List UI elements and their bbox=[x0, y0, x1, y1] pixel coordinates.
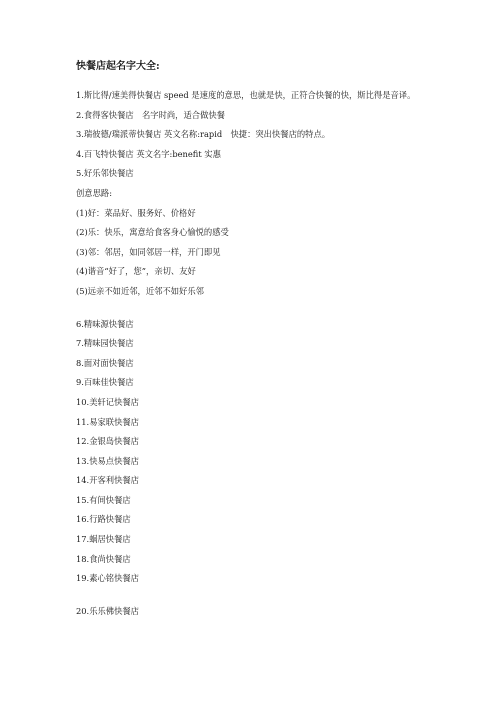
list-item: 15.有间快餐店 bbox=[76, 494, 131, 505]
paragraph-gap bbox=[76, 592, 476, 605]
list-item: 12.金银岛快餐店 bbox=[76, 436, 139, 447]
list-item: 7.精味园快餐店 bbox=[76, 338, 134, 349]
paragraph-gap bbox=[76, 305, 476, 318]
list-item: 13.快易点快餐店 bbox=[76, 455, 139, 466]
list-item: 17.蜗居快餐店 bbox=[76, 534, 131, 545]
list-item: 18.食尚快餐店 bbox=[76, 553, 131, 564]
section-heading: 创意思路: bbox=[76, 187, 112, 198]
list-item: (3)邻：邻居，如同邻居一样，开门即见 bbox=[76, 246, 221, 257]
list-item: 8.面对面快餐店 bbox=[76, 357, 134, 368]
document-title: 快餐店起名字大全: bbox=[76, 61, 160, 72]
list-item: 3.瑞彼德/瑞派蒂快餐店 英文名称:rapid 快捷：突出快餐店的特点。 bbox=[76, 129, 331, 140]
list-item: 4.百飞特快餐店 英文名字:benefit 实惠 bbox=[76, 148, 221, 159]
list-item: 10.美轩记快餐店 bbox=[76, 396, 139, 407]
list-item: 14.开客利快餐店 bbox=[76, 475, 139, 486]
list-item: (5)远亲不如近邻，近邻不如好乐邻 bbox=[76, 285, 204, 296]
list-item: (1)好：菜品好、服务好、价格好 bbox=[76, 207, 196, 218]
list-item: (2)乐：快乐，寓意给食客身心愉悦的感受 bbox=[76, 227, 229, 238]
list-item: 6.精味源快餐店 bbox=[76, 318, 134, 329]
list-item: 11.易家联快餐店 bbox=[76, 416, 139, 427]
list-item: 19.素心铭快餐店 bbox=[76, 573, 139, 584]
list-item: 2.食得客快餐店 名字时尚，适合做快餐 bbox=[76, 109, 225, 120]
document-page bbox=[76, 60, 476, 624]
list-item: (4)谐音“好了，您”，亲切、友好 bbox=[76, 266, 196, 277]
list-item: 20.乐乐佛快餐店 bbox=[76, 605, 139, 616]
list-item: 5.好乐邻快餐店 bbox=[76, 168, 134, 179]
list-item: 1.斯比得/速美得快餐店 speed 是速度的意思，也就是快，正符合快餐的快，斯比得是音译。 bbox=[76, 90, 416, 100]
list-item: 16.行路快餐店 bbox=[76, 514, 131, 525]
list-item: 9.百味佳快餐店 bbox=[76, 377, 134, 388]
